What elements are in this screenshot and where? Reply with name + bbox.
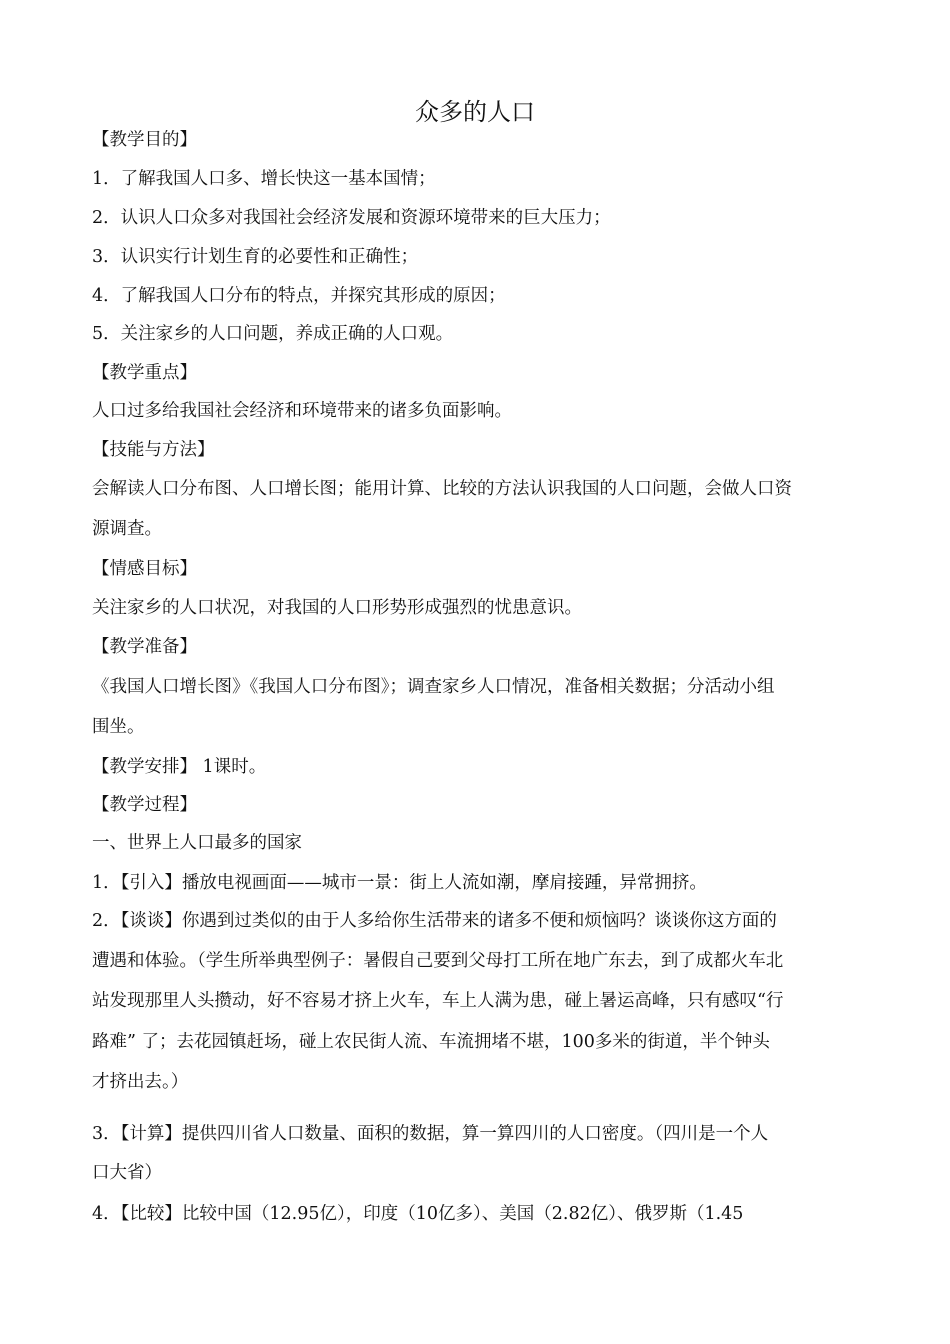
- schedule-text: 【教学安排】 1课时。: [92, 757, 267, 777]
- objective-item-5: 5．关注家乡的人口问题，养成正确的人口观。: [92, 324, 454, 344]
- skills-text-line-1: 会解读人口分布图、人口增长图；能用计算、比较的方法认识我国的人口问题，会做人口资: [92, 479, 792, 499]
- process-step-2-line-3: 站发现那里人头攒动，好不容易才挤上火车，车上人满为患，碰上暑运高峰，只有感叹“行: [92, 991, 784, 1011]
- process-step-2-line-1: 2．【谈谈】你遇到过类似的由于人多给你生活带来的诸多不便和烦恼吗？谈谈你这方面的: [92, 911, 777, 931]
- process-step-3-line-2: 口大省）: [92, 1163, 162, 1183]
- section-heading-objectives: 【教学目的】: [92, 130, 197, 150]
- section-heading-skills: 【技能与方法】: [92, 440, 215, 460]
- objective-item-3: 3．认识实行计划生育的必要性和正确性；: [92, 247, 419, 267]
- skills-text-line-2: 源调查。: [92, 519, 162, 539]
- process-step-2-line-5: 才挤出去。）: [92, 1072, 189, 1092]
- section-heading-preparation: 【教学准备】: [92, 637, 197, 657]
- page-title: 众多的人口: [415, 98, 535, 126]
- process-step-2-line-2: 遭遇和体验。（学生所举典型例子：暑假自己要到父母打工所在地广东去，到了成都火车北: [92, 951, 784, 971]
- process-step-3-line-1: 3．【计算】提供四川省人口数量、面积的数据，算一算四川的人口密度。（四川是一个人: [92, 1124, 769, 1144]
- process-step-2-line-4: 路难” 了；去花园镇赶场，碰上农民街人流、车流拥堵不堪，100多米的街道，半个钟头: [92, 1032, 770, 1052]
- section-heading-emotion: 【情感目标】: [92, 559, 197, 579]
- section-heading-process: 【教学过程】: [92, 795, 197, 815]
- process-subheading-1: 一、世界上人口最多的国家: [92, 833, 302, 853]
- preparation-text-line-2: 围坐。: [92, 717, 145, 737]
- process-step-1: 1．【引入】播放电视画面——城市一景：街上人流如潮，摩肩接踵，异常拥挤。: [92, 873, 707, 893]
- key-points-text: 人口过多给我国社会经济和环境带来的诸多负面影响。: [92, 401, 512, 421]
- process-step-4-line-1: 4．【比较】比较中国（12.95亿），印度（10亿多）、美国（2.82亿）、俄罗斯（1.45: [92, 1204, 744, 1224]
- section-heading-key-points: 【教学重点】: [92, 363, 197, 383]
- objective-item-1: 1．了解我国人口多、增长快这一基本国情；: [92, 169, 436, 189]
- objective-item-4: 4．了解我国人口分布的特点，并探究其形成的原因；: [92, 286, 506, 306]
- preparation-text-line-1: 《我国人口增长图》《我国人口分布图》；调查家乡人口情况，准备相关数据；分活动小组: [92, 677, 775, 697]
- objective-item-2: 2．认识人口众多对我国社会经济发展和资源环境带来的巨大压力；: [92, 208, 611, 228]
- emotion-text: 关注家乡的人口状况，对我国的人口形势形成强烈的忧患意识。: [92, 598, 582, 618]
